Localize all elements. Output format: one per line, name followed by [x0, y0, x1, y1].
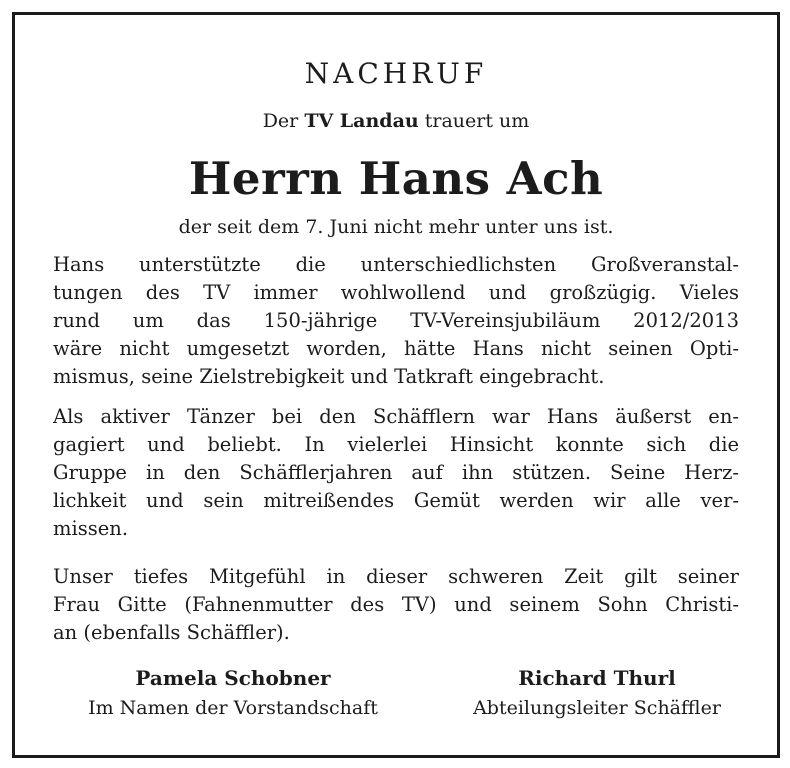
obituary-content: [53, 15, 739, 755]
text-line: Frau Gitte (Fahnenmutter des TV) und seinem Sohn Christi-: [53, 593, 739, 616]
text-line: Als aktiver Tänzer bei den Schäfflern war Hans äußerst en-: [53, 405, 739, 428]
intro-line: [53, 109, 739, 133]
obituary-frame: [12, 12, 780, 758]
signatory-name: Pamela Schobner: [135, 666, 331, 690]
intro-prefix: Der: [262, 110, 299, 132]
text-line: rund um das 150-jährige TV-Vereinsjubiläum 2012/2013: [53, 309, 739, 332]
obituary-heading: NACHRUF: [304, 57, 488, 90]
paragraph-3: [53, 563, 739, 647]
signatory-name: Richard Thurl: [518, 666, 676, 690]
since-line: der seit dem 7. Juni nicht mehr unter uns ist.: [178, 216, 614, 238]
text-line: lichkeit und sein mitreißendes Gemüt werden wir alle ver-: [53, 489, 739, 512]
text-line: wäre nicht umgesetzt worden, hätte Hans nicht seinen Opti-: [53, 337, 739, 360]
club-name: TV Landau: [304, 110, 419, 132]
text-line: Unser tiefes Mitgefühl in dieser schweren Zeit gilt seiner: [53, 565, 739, 588]
text-line: mismus, seine Zielstrebigkeit und Tatkraft eingebracht.: [53, 365, 605, 388]
text-line: an (ebenfalls Schäffler).: [53, 621, 290, 644]
signatory-role: Abteilungsleiter Schäffler: [473, 697, 721, 719]
text-line: Hans unterstützte die unterschiedlichsten Großveranstal-: [53, 253, 739, 276]
text-line: tungen des TV immer wohlwollend und großzügig. Vieles: [53, 281, 739, 304]
intro-suffix: trauert um: [424, 110, 530, 132]
signatory-role: Im Namen der Vorstandschaft: [88, 697, 378, 719]
signature-right: [427, 663, 767, 723]
deceased-name: Herrn Hans Ach: [188, 152, 604, 205]
signature-left: [53, 663, 413, 723]
paragraph-1: [53, 251, 739, 391]
text-line: gagiert und beliebt. In vielerlei Hinsicht konnte sich die: [53, 433, 739, 456]
paragraph-2: [53, 403, 739, 543]
text-line: missen.: [53, 517, 129, 540]
text-line: Gruppe in den Schäfflerjahren auf ihn stützen. Seine Herz-: [53, 461, 739, 484]
